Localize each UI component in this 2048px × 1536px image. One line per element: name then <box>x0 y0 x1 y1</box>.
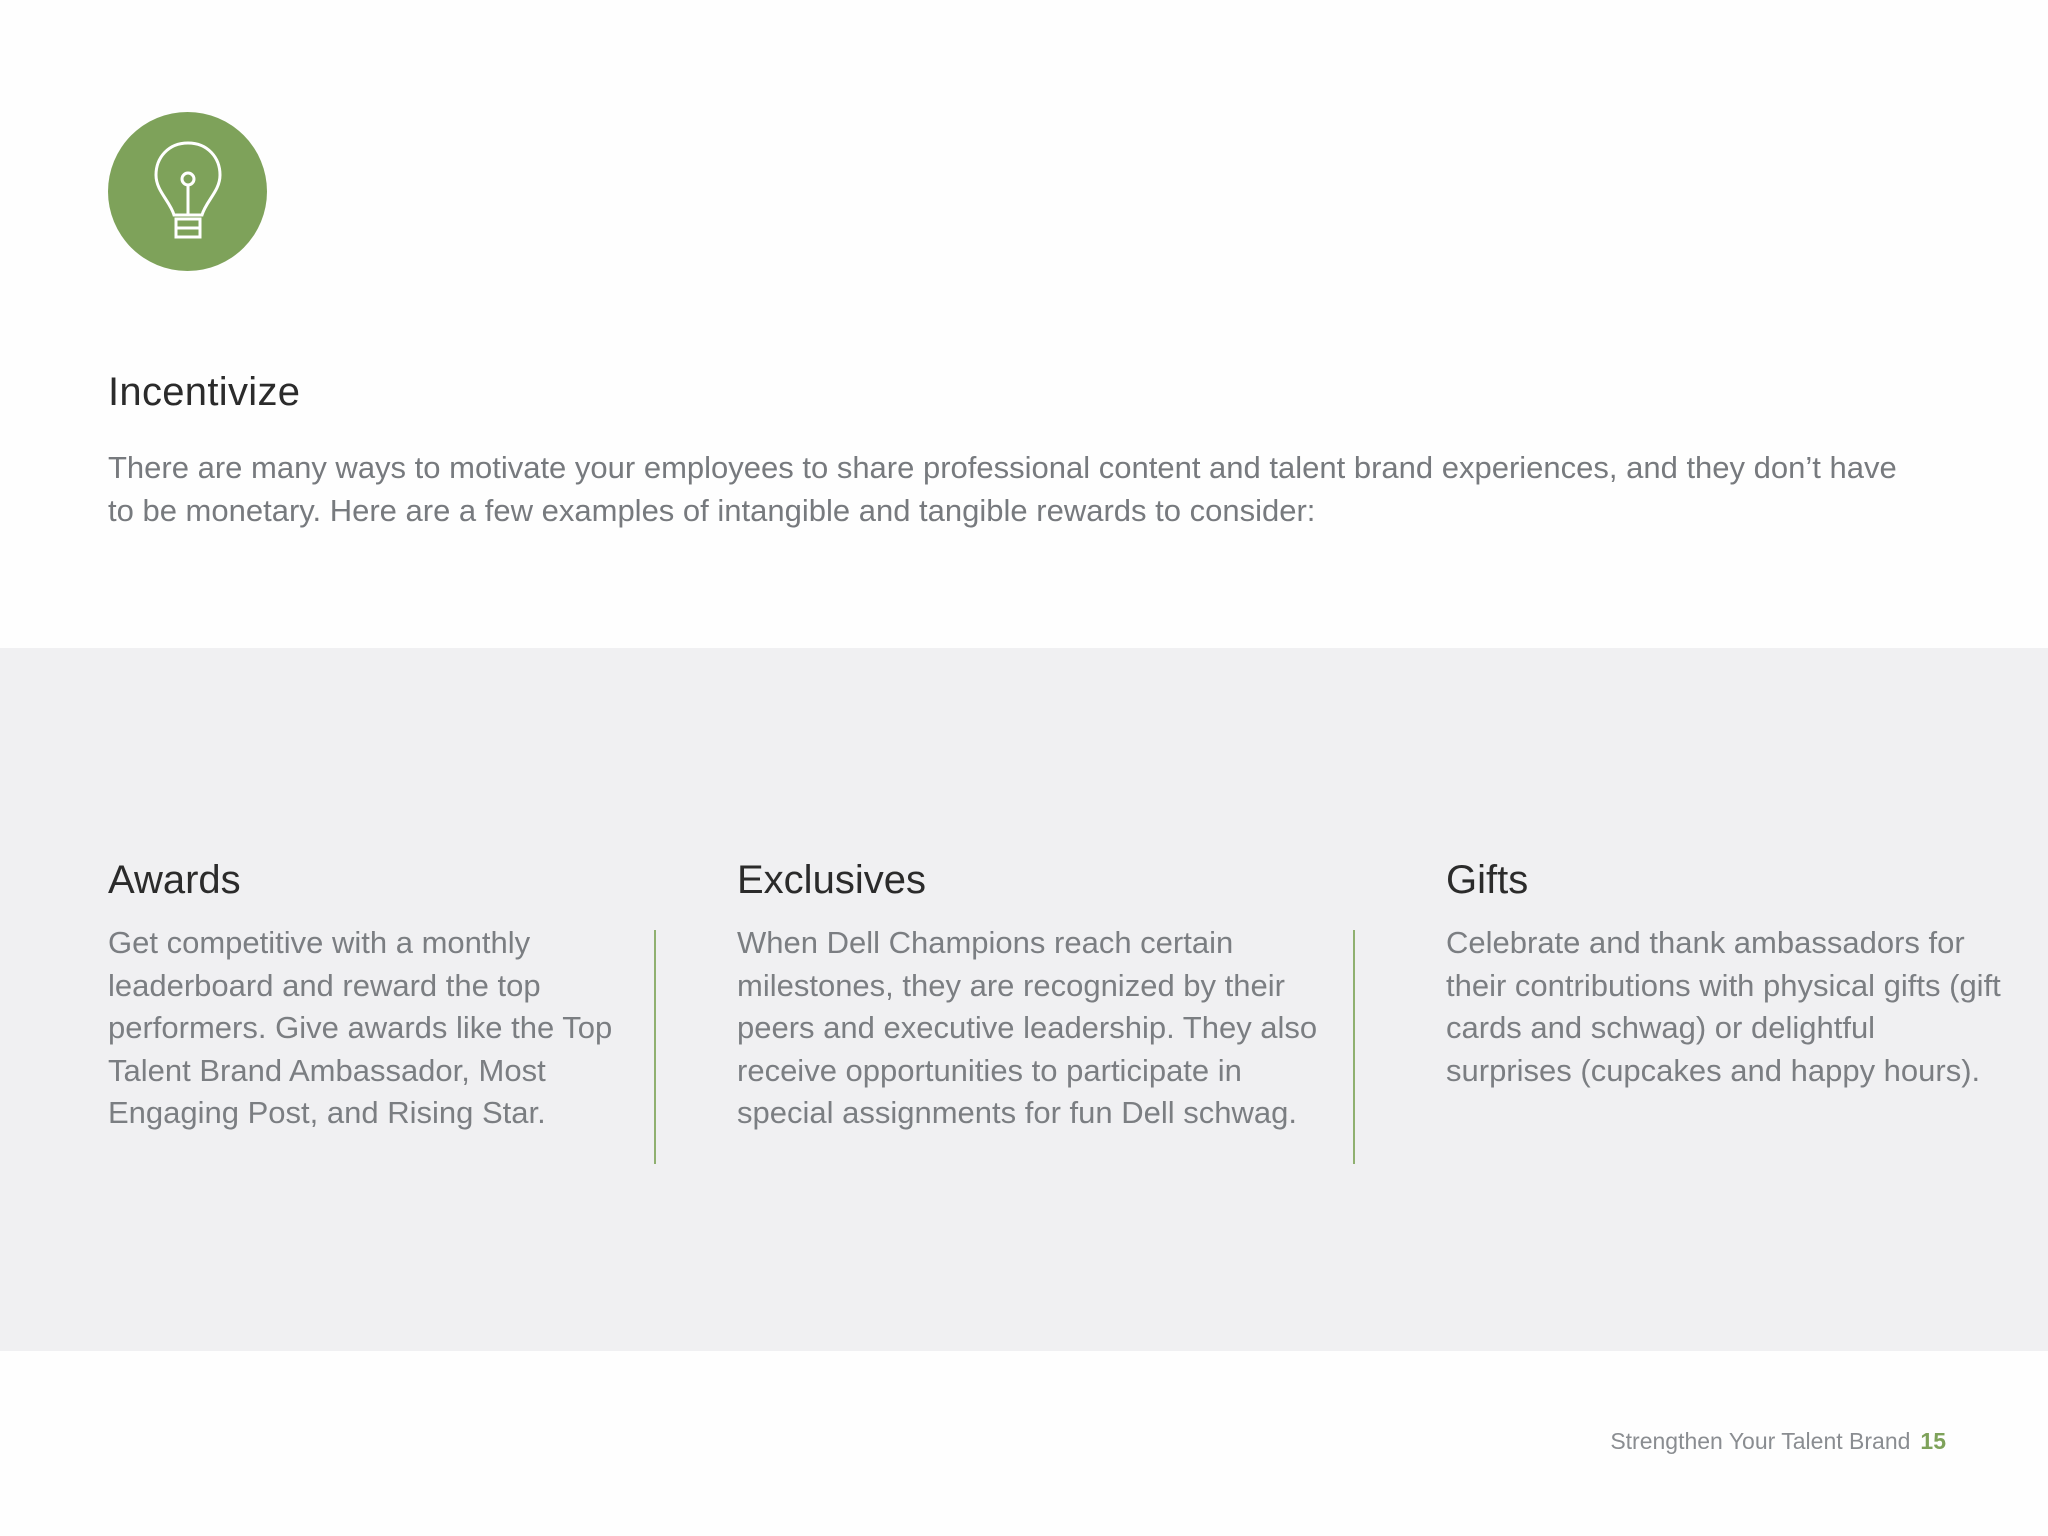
exclusives-column <box>737 852 1337 1135</box>
intro-paragraph: There are many ways to motivate your employees to share professional content and talent brand experiences, and they don’t have to be monetary. Here are a few examples of intangible and tangible rewards to consider: <box>108 450 1897 528</box>
gifts-title: Gifts <box>1446 858 1529 902</box>
exclusives-body: When Dell Champions reach certain milestones, they are recognized by their peers and executive leadership. They also receive opportunities to participate in special assignments for fun Dell schwag. <box>737 925 1318 1131</box>
column-divider <box>654 930 656 1164</box>
gifts-body: Celebrate and thank ambassadors for their contributions with physical gifts (gift cards and schwag) or delightful surprises (cupcakes and happy hours). <box>1446 925 2001 1088</box>
awards-column <box>108 852 648 1135</box>
page-footer <box>1610 1428 1946 1455</box>
gifts-column <box>1446 852 2006 1092</box>
page-number: 15 <box>1920 1428 1946 1454</box>
section-title: Incentivize <box>108 370 301 414</box>
footer-doc-title: Strengthen Your Talent Brand <box>1610 1428 1911 1454</box>
exclusives-title: Exclusives <box>737 858 926 902</box>
lightbulb-icon-badge <box>108 112 267 271</box>
column-divider <box>1353 930 1355 1164</box>
lightbulb-icon <box>148 137 228 247</box>
awards-body: Get competitive with a monthly leaderboard and reward the top performers. Give awards like the Top Talent Brand Ambassador, Most Engaging Post, and Rising Star. <box>108 925 613 1131</box>
awards-title: Awards <box>108 858 241 902</box>
